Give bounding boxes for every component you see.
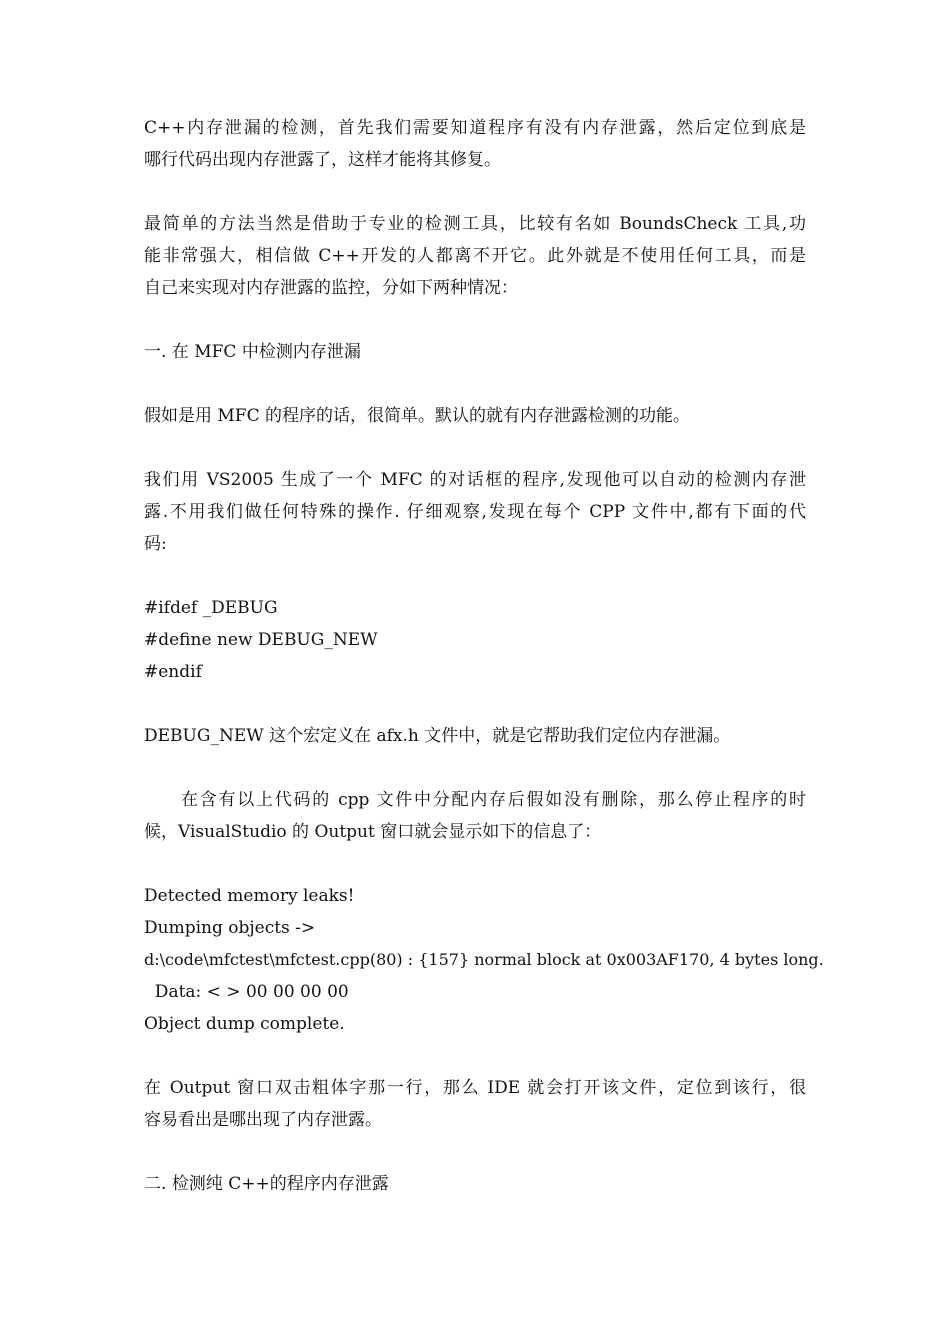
output-paragraph <box>144 784 806 848</box>
code-line: #define new DEBUG_NEW <box>144 630 378 650</box>
text-line: 我们用 VS2005 生成了一个 MFC 的对话框的程序,发现他可以自动的检测内存泄 <box>144 470 806 490</box>
mfc-simple-paragraph: 假如是用 MFC 的程序的话，很简单。默认的就有内存泄露检测的功能。 <box>144 406 691 426</box>
text-line: 露.不用我们做任何特殊的操作. 仔细观察,发现在每个 CPP 文件中,都有下面的代 <box>144 502 806 522</box>
intro-paragraph <box>144 112 806 176</box>
code-line: #ifdef _DEBUG <box>144 598 278 618</box>
text-line: 候，VisualStudio 的 Output 窗口就会显示如下的信息了： <box>144 822 602 842</box>
text-line: 在含有以上代码的 cpp 文件中分配内存后假如没有删除，那么停止程序的时 <box>181 790 806 810</box>
code-block-leak-output <box>144 880 824 1040</box>
vs2005-paragraph <box>144 464 806 560</box>
code-line: Dumping objects -> <box>144 918 316 938</box>
text-line: 最简单的方法当然是借助于专业的检测工具，比较有名如 BoundsCheck 工具,功 <box>144 214 806 234</box>
text-line: 码: <box>144 534 167 554</box>
text-line: 在 Output 窗口双击粗体字那一行，那么 IDE 就会打开该文件，定位到该行，很 <box>144 1078 806 1098</box>
code-line: d:\code\mfctest\mfctest.cpp(80) : {157} normal block at 0x003AF170, 4 bytes long. <box>144 950 824 969</box>
section-heading-pure-cpp: 二. 检测纯 C++的程序内存泄露 <box>144 1174 389 1194</box>
code-line: #endif <box>144 662 202 682</box>
debug-new-paragraph: DEBUG_NEW 这个宏定义在 afx.h 文件中，就是它帮助我们定位内存泄漏。 <box>144 726 731 746</box>
text-line: 容易看出是哪出现了内存泄露。 <box>144 1110 382 1130</box>
section-heading-mfc: 一. 在 MFC 中检测内存泄漏 <box>144 342 361 362</box>
text-line: 哪行代码出现内存泄露了，这样才能将其修复。 <box>144 150 501 170</box>
code-line: Object dump complete. <box>144 1014 345 1034</box>
text-line: 能非常强大，相信做 C++开发的人都离不开它。此外就是不使用任何工具，而是 <box>144 246 806 266</box>
document-body <box>144 112 824 1200</box>
code-line: Data: < > 00 00 00 00 <box>144 982 349 1002</box>
tools-paragraph <box>144 208 806 304</box>
ide-paragraph <box>144 1072 806 1136</box>
text-line: C++内存泄漏的检测，首先我们需要知道程序有没有内存泄露，然后定位到底是 <box>144 118 806 138</box>
text-line: 自己来实现对内存泄露的监控，分如下两种情况： <box>144 278 518 298</box>
code-line: Detected memory leaks! <box>144 886 355 906</box>
code-block-debug-new <box>144 592 806 688</box>
